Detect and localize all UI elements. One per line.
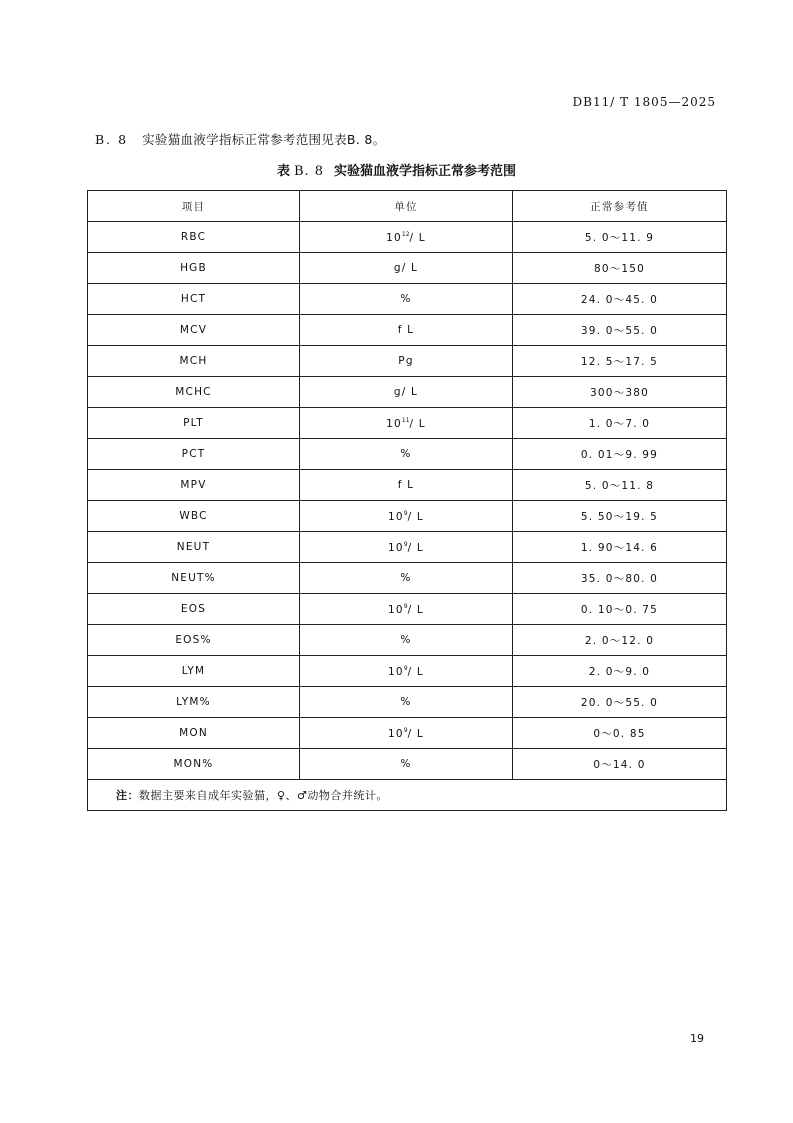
unit-tail: / L <box>407 510 424 523</box>
section-paragraph <box>95 130 385 148</box>
unit-tail: / L <box>407 541 424 554</box>
cell-unit <box>300 718 513 749</box>
unit-tail: / L <box>409 417 426 430</box>
unit-tail: / L <box>407 603 424 616</box>
unit-base: f L <box>397 479 415 491</box>
unit-base: % <box>400 293 412 305</box>
table-body <box>88 222 727 780</box>
cell-item: PLT <box>88 408 300 439</box>
cell-range: 35. 0～80. 0 <box>513 563 727 594</box>
cell-range: 20. 0～55. 0 <box>513 687 727 718</box>
caption-prefix: 表 <box>276 164 290 179</box>
unit-base: % <box>400 758 412 770</box>
section-text: 实验猫血液学指标正常参考范围见表B. 8。 <box>142 132 386 147</box>
reference-range-table <box>87 190 727 811</box>
cell-unit <box>300 377 513 408</box>
cell-range: 1. 0～7. 0 <box>513 408 727 439</box>
unit-tail: / L <box>407 665 424 678</box>
cell-range: 5. 0～11. 8 <box>513 470 727 501</box>
note-text: 数据主要来自成年实验猫，♀、♂动物合并统计。 <box>139 789 388 802</box>
cell-item: LYM% <box>88 687 300 718</box>
table-row <box>88 222 727 253</box>
table-row <box>88 625 727 656</box>
table-row <box>88 470 727 501</box>
cell-range: 0. 01～9. 99 <box>513 439 727 470</box>
unit-base: 10 <box>388 541 404 554</box>
cell-range: 5. 50～19. 5 <box>513 501 727 532</box>
cell-item: PCT <box>88 439 300 470</box>
table-row <box>88 253 727 284</box>
unit-tail: / L <box>407 727 424 740</box>
unit-base: 10 <box>388 603 404 616</box>
cell-range: 80～150 <box>513 253 727 284</box>
cell-item: HCT <box>88 284 300 315</box>
cell-item: MON% <box>88 749 300 780</box>
cell-unit <box>300 253 513 284</box>
table-row <box>88 284 727 315</box>
cell-range: 12. 5～17. 5 <box>513 346 727 377</box>
table-note-row <box>88 780 727 811</box>
cell-range: 0～14. 0 <box>513 749 727 780</box>
table-row <box>88 656 727 687</box>
page-number: 19 <box>690 1032 704 1045</box>
table-note <box>88 780 727 811</box>
unit-exponent: 9 <box>403 602 408 610</box>
unit-base: % <box>400 696 412 708</box>
unit-exponent: 12 <box>401 230 410 238</box>
cell-item: NEUT <box>88 532 300 563</box>
column-header-item: 项目 <box>88 191 300 222</box>
cell-item: MCV <box>88 315 300 346</box>
note-label: 注： <box>116 789 139 802</box>
cell-item: EOS <box>88 594 300 625</box>
table-row <box>88 718 727 749</box>
cell-item: RBC <box>88 222 300 253</box>
cell-item: MCH <box>88 346 300 377</box>
cell-range: 0～0. 85 <box>513 718 727 749</box>
table-row <box>88 563 727 594</box>
table-row <box>88 439 727 470</box>
table-caption <box>0 160 793 179</box>
cell-item: MPV <box>88 470 300 501</box>
cell-item: MCHC <box>88 377 300 408</box>
cell-unit <box>300 501 513 532</box>
cell-unit <box>300 346 513 377</box>
table-row <box>88 346 727 377</box>
table-row <box>88 687 727 718</box>
unit-base: 10 <box>388 665 404 678</box>
cell-unit <box>300 222 513 253</box>
unit-base: % <box>400 634 412 646</box>
document-code: DB11/ T 1805—2025 <box>572 95 716 109</box>
unit-exponent: 11 <box>401 416 410 424</box>
unit-base: 10 <box>386 231 402 244</box>
column-header-range: 正常参考值 <box>513 191 727 222</box>
cell-item: EOS% <box>88 625 300 656</box>
cell-range: 2. 0～12. 0 <box>513 625 727 656</box>
unit-base: 10 <box>386 417 402 430</box>
table-row <box>88 532 727 563</box>
table-row <box>88 749 727 780</box>
cell-unit <box>300 532 513 563</box>
cell-unit <box>300 439 513 470</box>
cell-range: 1. 90～14. 6 <box>513 532 727 563</box>
unit-base: % <box>400 572 412 584</box>
cell-unit <box>300 315 513 346</box>
cell-range: 39. 0～55. 0 <box>513 315 727 346</box>
cell-unit <box>300 408 513 439</box>
cell-unit <box>300 625 513 656</box>
unit-base: g/ L <box>393 386 419 398</box>
cell-unit <box>300 284 513 315</box>
unit-base: 10 <box>388 727 404 740</box>
cell-item: MON <box>88 718 300 749</box>
unit-base: 10 <box>388 510 404 523</box>
cell-range: 300～380 <box>513 377 727 408</box>
column-header-unit: 单位 <box>300 191 513 222</box>
table-row <box>88 594 727 625</box>
cell-unit <box>300 656 513 687</box>
table-header-row <box>88 191 727 222</box>
cell-item: WBC <box>88 501 300 532</box>
unit-exponent: 9 <box>403 540 408 548</box>
table-row <box>88 501 727 532</box>
cell-unit <box>300 687 513 718</box>
unit-base: % <box>400 448 412 460</box>
unit-exponent: 9 <box>403 726 408 734</box>
caption-number: B. 8 <box>293 164 325 179</box>
unit-tail: / L <box>409 231 426 244</box>
cell-range: 5. 0～11. 9 <box>513 222 727 253</box>
unit-exponent: 9 <box>403 664 408 672</box>
cell-item: NEUT% <box>88 563 300 594</box>
table-row <box>88 377 727 408</box>
cell-range: 24. 0～45. 0 <box>513 284 727 315</box>
cell-unit <box>300 563 513 594</box>
cell-range: 2. 0～9. 0 <box>513 656 727 687</box>
table-row <box>88 315 727 346</box>
unit-base: f L <box>397 324 415 336</box>
table-row <box>88 408 727 439</box>
cell-unit <box>300 470 513 501</box>
cell-unit <box>300 749 513 780</box>
caption-title: 实验猫血液学指标正常参考范围 <box>334 164 517 179</box>
unit-exponent: 9 <box>403 509 408 517</box>
cell-unit <box>300 594 513 625</box>
section-number: B. 8 <box>95 132 129 147</box>
cell-item: LYM <box>88 656 300 687</box>
cell-item: HGB <box>88 253 300 284</box>
cell-range: 0. 10～0. 75 <box>513 594 727 625</box>
unit-base: Pg <box>398 355 414 367</box>
unit-base: g/ L <box>393 262 419 274</box>
